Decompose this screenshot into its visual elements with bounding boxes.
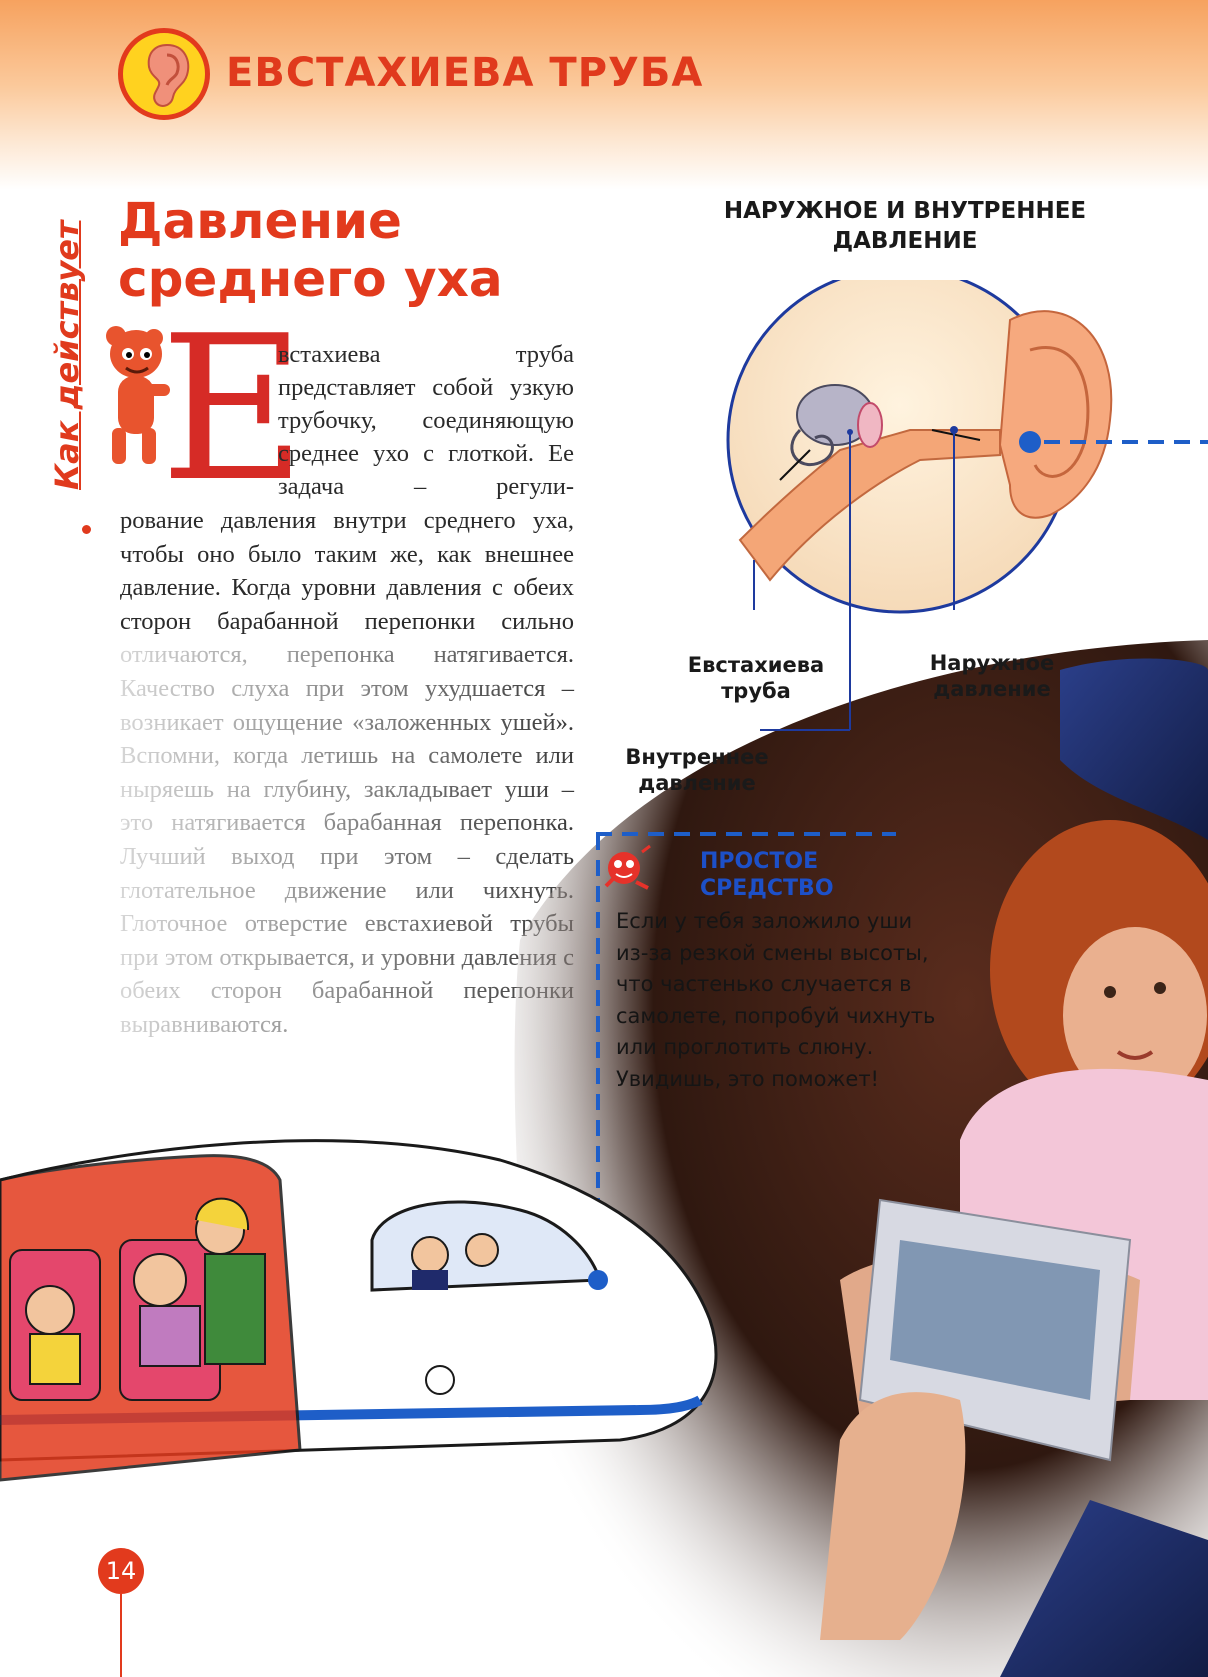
label-outer-pressure-line2: давление bbox=[933, 677, 1051, 701]
label-eustachian-tube-line1: Евстахиева bbox=[687, 653, 825, 677]
ear-icon bbox=[137, 41, 193, 111]
drop-cap: Е bbox=[160, 293, 306, 526]
ear-badge bbox=[118, 28, 210, 120]
diagram-title-line1: НАРУЖНОЕ И ВНУТРЕННЕЕ bbox=[723, 198, 1087, 224]
label-eustachian-tube bbox=[686, 652, 826, 704]
page-number-line bbox=[120, 1594, 122, 1677]
side-label bbox=[48, 190, 90, 510]
airplane-illustration bbox=[0, 1120, 800, 1560]
tip-title-line1: ПРОСТОЕ bbox=[700, 849, 819, 874]
label-inner-pressure-line2: давление bbox=[638, 771, 756, 795]
article-lead: встахиева труба представляет собой узкую трубочку, соединяющую среднее ухо с глоткой. Ее задача – регули- bbox=[278, 341, 574, 500]
page-header: ЕВСТАХИЕВА ТРУБА bbox=[226, 50, 704, 96]
side-label-dot bbox=[82, 525, 91, 534]
diagram-title-line2: ДАВЛЕНИЕ bbox=[832, 228, 978, 254]
article-title-line2: среднего уха bbox=[118, 250, 503, 308]
label-inner-pressure bbox=[612, 744, 782, 796]
article-body: рование давления внутри среднего уха, чтобы оно было таким же, как внешнее давление. Когда уровни давления с обеих сторон барабанной перепонки сильно bbox=[120, 507, 574, 635]
label-outer-pressure bbox=[912, 650, 1072, 702]
label-inner-pressure-line1: Внутреннее bbox=[625, 745, 769, 769]
tip-text: Если у тебя заложило уши из-за резкой смены высоты, что частенько случается в самолете, попробуй чихнуть или проглотить слюну. Увидишь, это поможет! bbox=[616, 909, 936, 1091]
tip-title-line2: СРЕДСТВО bbox=[700, 876, 834, 901]
tip-title bbox=[700, 848, 834, 902]
side-label-text: Как действует bbox=[48, 220, 86, 490]
diagram-title bbox=[690, 196, 1120, 256]
label-eustachian-tube-line2: труба bbox=[721, 679, 791, 703]
page-number: 14 bbox=[98, 1548, 144, 1594]
article-title bbox=[118, 192, 503, 308]
label-outer-pressure-line1: Наружное bbox=[929, 651, 1055, 675]
ear-diagram bbox=[700, 280, 1208, 800]
article-title-line1: Давление bbox=[118, 192, 402, 250]
